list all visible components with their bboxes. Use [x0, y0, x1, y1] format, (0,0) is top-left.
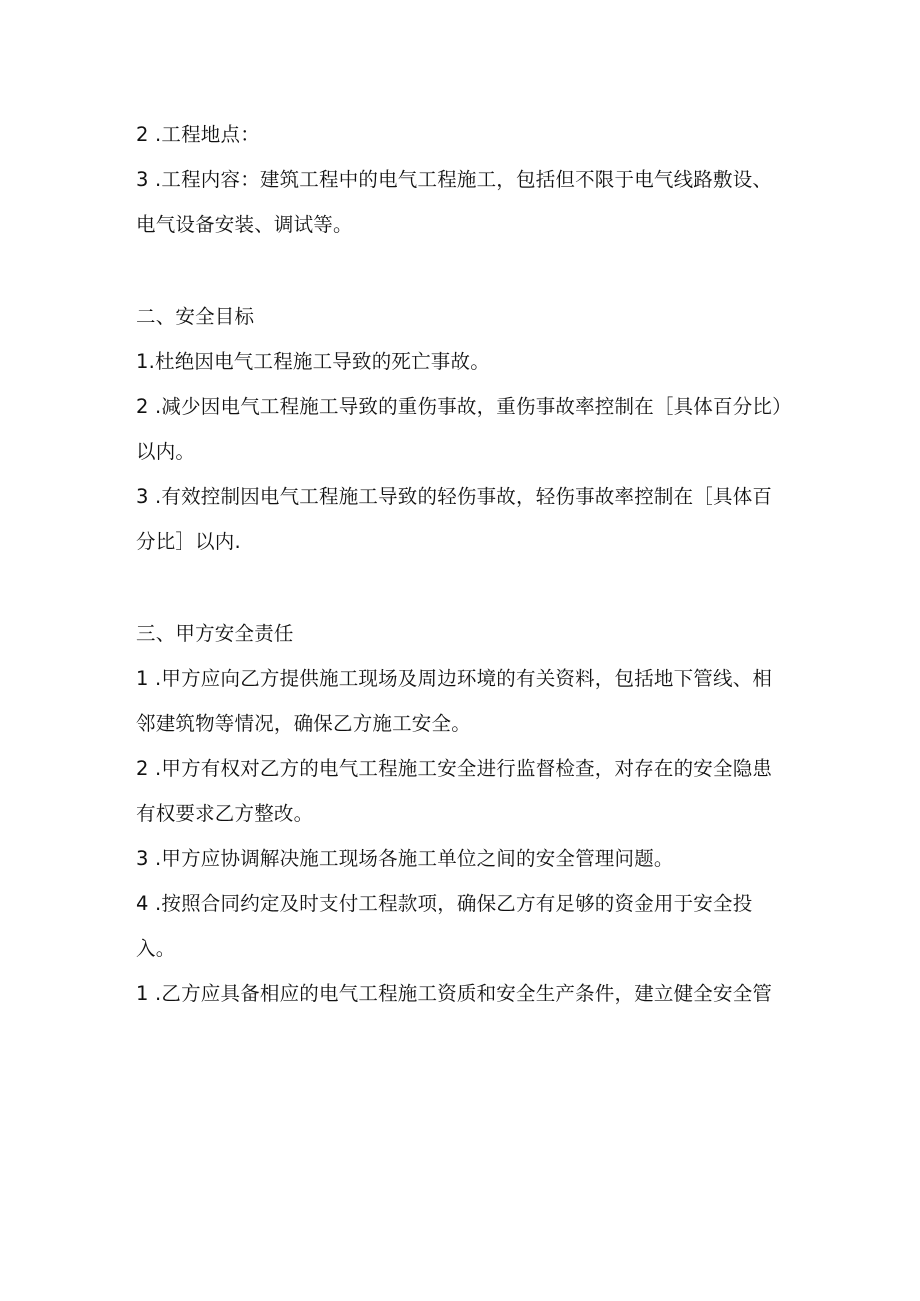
document-body	[136, 112, 784, 1016]
paragraph-goal-3: 3 .有效控制因电气工程施工导致的轻伤事故，轻伤事故率控制在［具体百分比］以内.	[136, 485, 773, 553]
paragraph-party-a-4: 4 .按照合同约定及时支付工程款项，确保乙方有足够的资金用于安全投入。	[136, 892, 753, 960]
paragraph-party-a-1: 1 .甲方应向乙方提供施工现场及周边环境的有关资料，包括地下管线、相邻建筑物等情况，确保乙方施工安全。	[136, 667, 773, 735]
paragraph-party-b-1: 1 .乙方应具备相应的电气工程施工资质和安全生产条件，建立健全安全管	[136, 982, 773, 1005]
paragraph-goal-1: 1.杜绝因电气工程施工导致的死亡事故。	[136, 350, 490, 373]
paragraph-party-a-3: 3 .甲方应协调解决施工现场各施工单位之间的安全管理问题。	[136, 847, 674, 870]
paragraph-project-content: 3 .工程内容：建筑工程中的电气工程施工，包括但不限于电气线路敷设、电气设备安装、调试等。	[136, 168, 773, 236]
section-heading-party-a-responsibility: 三、甲方安全责任	[136, 622, 294, 645]
paragraph-project-location: 2 .工程地点：	[136, 123, 260, 146]
paragraph-goal-2: 2 .减少因电气工程施工导致的重伤事故，重伤事故率控制在［具体百分比）以内。	[136, 395, 783, 463]
section-spacer	[136, 564, 784, 611]
paragraph-party-a-2: 2 .甲方有权对乙方的电气工程施工安全进行监督检查，对存在的安全隐患有权要求乙方整改。	[136, 757, 773, 825]
section-heading-safety-goals: 二、安全目标	[136, 305, 255, 328]
section-spacer	[136, 247, 784, 294]
